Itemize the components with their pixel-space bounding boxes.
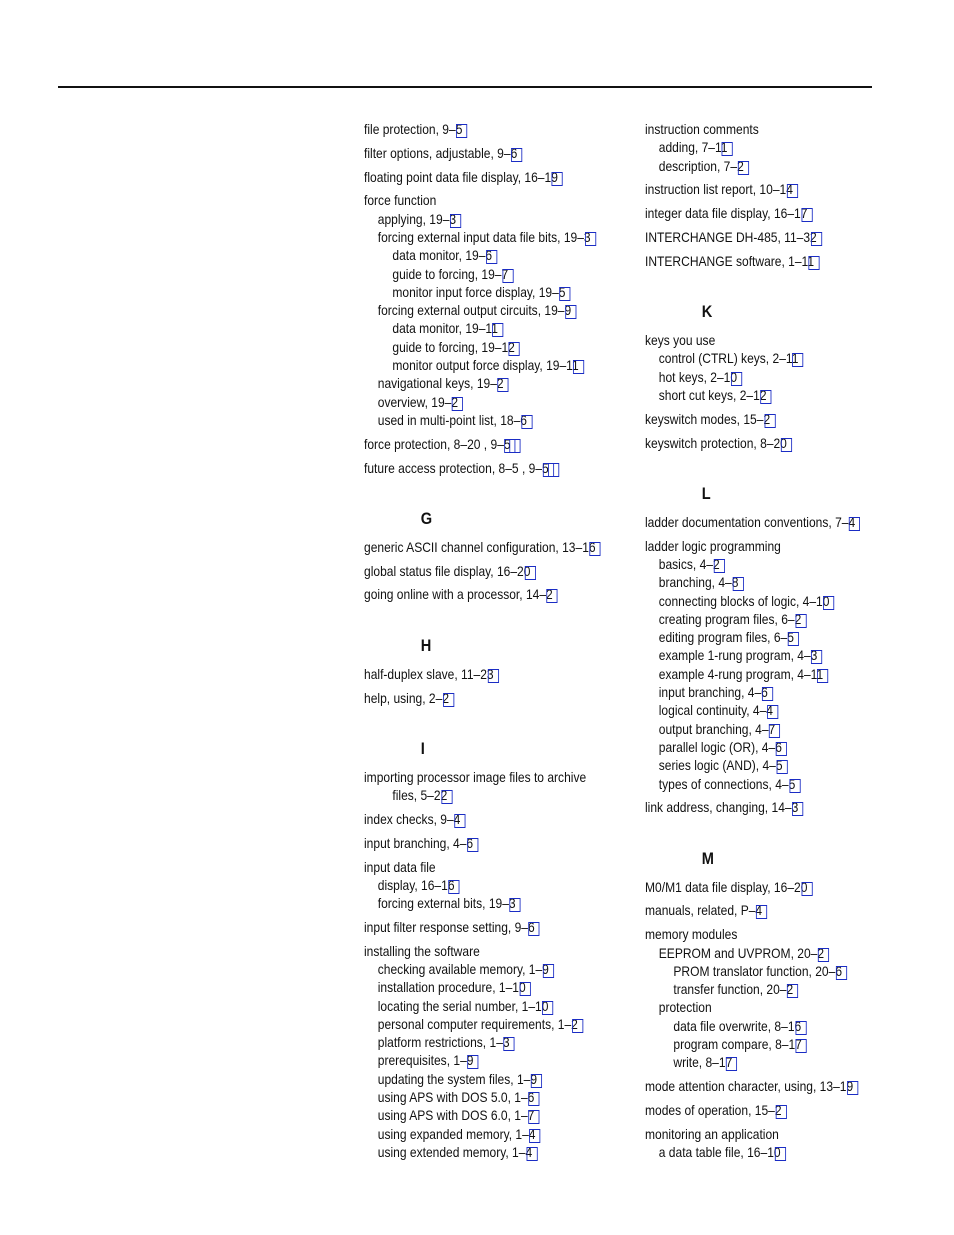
page-link[interactable]	[573, 360, 584, 374]
index-entry-text: connecting blocks of logic, 4–10	[658, 592, 830, 609]
page-link[interactable]	[443, 693, 454, 707]
page-link[interactable]	[492, 323, 503, 337]
index-entry-text: locating the serial number, 1–10	[377, 997, 549, 1014]
page-link[interactable]	[526, 1147, 537, 1161]
index-entry-text: types of connections, 4–5	[658, 775, 796, 792]
page-link[interactable]	[547, 589, 558, 603]
index-entry	[364, 411, 622, 429]
index-entry-text: future access protection, 8–5 , 9–5	[364, 459, 549, 476]
page-link[interactable]	[509, 342, 520, 356]
page-link[interactable]	[520, 982, 531, 996]
index-entry-text: data monitor, 19–6	[392, 247, 493, 264]
page-link[interactable]	[441, 790, 452, 804]
index-entry	[364, 786, 622, 804]
index-entry-text: description, 7–2	[658, 157, 744, 174]
index-entry	[364, 810, 622, 828]
index-entry-text: prerequisites, 1–9	[377, 1052, 474, 1069]
page-link[interactable]	[510, 439, 521, 453]
page-link[interactable]	[531, 1074, 542, 1088]
index-entry-text: modes of operation, 15–2	[645, 1101, 782, 1118]
index-entry-text: guide to forcing, 19–12	[392, 338, 515, 355]
page-link[interactable]	[542, 1001, 553, 1015]
page-link[interactable]	[454, 814, 465, 828]
index-entry-text: overview, 19–2	[377, 393, 459, 410]
index-entry	[645, 1017, 890, 1035]
page-link[interactable]	[456, 124, 467, 138]
index-entry-text: transfer function, 20–2	[673, 981, 794, 998]
section-heading-h: H	[420, 635, 432, 655]
index-entry	[645, 120, 890, 138]
index-entry-text: updating the system files, 1–9	[377, 1070, 538, 1087]
index-entry	[645, 998, 890, 1016]
index-entry	[364, 960, 622, 978]
index-entry	[364, 435, 622, 453]
page-link[interactable]	[764, 414, 775, 428]
section-heading-i: I	[420, 738, 425, 758]
index-entry-text: control (CTRL) keys, 2–11	[658, 350, 799, 367]
page-link[interactable]	[792, 353, 803, 367]
index-entry-text: M0/M1 data file display, 16–20	[645, 878, 808, 895]
index-entry	[364, 858, 622, 876]
page-link[interactable]	[756, 905, 767, 919]
index-entry	[645, 349, 890, 367]
index-entry	[645, 204, 890, 222]
index-entry	[364, 168, 622, 186]
index-entry	[364, 562, 622, 580]
index-entry-text: force protection, 8–20 , 9–5	[364, 435, 511, 452]
index-entry-text: index checks, 9–4	[364, 810, 461, 827]
index-entry-text: keyswitch modes, 15–2	[645, 410, 771, 427]
page-link[interactable]	[787, 184, 798, 198]
index-entry	[364, 689, 622, 707]
index-entry	[364, 374, 622, 392]
index-entry	[645, 555, 890, 573]
index-entry	[364, 1106, 622, 1124]
index-entry-text: forcing external bits, 19–3	[377, 895, 516, 912]
page-link[interactable]	[467, 1055, 478, 1069]
index-entry	[645, 434, 890, 452]
page-link[interactable]	[811, 650, 822, 664]
index-entry-text: integer data file display, 16–17	[645, 205, 808, 222]
index-entry	[364, 393, 622, 411]
index-entry-text: monitor output force display, 19–11	[392, 357, 579, 374]
index-entry-text: instruction list report, 10–14	[645, 181, 793, 198]
page-link[interactable]	[529, 922, 540, 936]
index-entry-text: branching, 4–8	[658, 574, 739, 591]
page-link[interactable]	[467, 838, 478, 852]
index-entry	[645, 775, 890, 793]
index-entry-text: PROM translator function, 20–6	[673, 962, 843, 979]
index-entry-text: example 4-rung program, 4–11	[658, 665, 824, 682]
index-entry-text: write, 8–17	[673, 1054, 733, 1071]
page-link[interactable]	[502, 269, 513, 283]
index-entry-text: INTERCHANGE software, 1–11	[645, 252, 815, 269]
index-entry	[645, 962, 890, 980]
index-entry	[364, 585, 622, 603]
index-entry	[364, 144, 622, 162]
index-entry	[364, 942, 622, 960]
index-entry	[645, 878, 890, 896]
index-entry	[364, 997, 622, 1015]
index-entry	[364, 876, 622, 894]
index-entry	[364, 1143, 622, 1161]
page-link[interactable]	[732, 577, 743, 591]
index-entry	[364, 301, 622, 319]
section-heading-k: K	[701, 302, 713, 322]
index-entry-text: using APS with DOS 5.0, 1–6	[377, 1089, 535, 1106]
page-link[interactable]	[504, 1037, 515, 1051]
index-entry-text: monitor input force display, 19–5	[392, 283, 566, 300]
index-entry-text: display, 16–16	[377, 876, 455, 893]
section-heading-m: M	[701, 848, 714, 868]
page-link[interactable]	[823, 596, 834, 610]
index-entry	[645, 738, 890, 756]
index-entry	[645, 410, 890, 428]
page-link[interactable]	[450, 214, 461, 228]
index-entry-text: filter options, adjustable, 9–6	[364, 144, 518, 161]
index-entry-text: monitoring an application	[645, 1125, 779, 1142]
index-entry	[645, 646, 890, 664]
index-entry-text: help, using, 2–2	[364, 689, 450, 706]
index-entry-text: floating point data file display, 16–19	[364, 168, 558, 185]
page-link[interactable]	[559, 287, 570, 301]
index-entry	[364, 978, 622, 996]
index-entry-text: memory modules	[645, 926, 738, 943]
index-entry-text: input data file	[364, 858, 436, 875]
index-entry-text: adding, 7–11	[658, 139, 728, 156]
page-link[interactable]	[548, 463, 559, 477]
index-entry-text: program compare, 8–17	[673, 1035, 802, 1052]
index-entry	[645, 980, 890, 998]
index-entry	[364, 338, 622, 356]
index-entry-text: using extended memory, 1–4	[377, 1143, 533, 1160]
index-entry	[364, 459, 622, 477]
index-entry-text: example 1-rung program, 4–3	[658, 647, 818, 664]
index-entry	[364, 768, 622, 786]
index-entry	[645, 228, 890, 246]
page-link[interactable]	[524, 566, 535, 580]
page-link[interactable]	[811, 232, 822, 246]
index-entry	[645, 592, 890, 610]
index-entry-text: INTERCHANGE DH-485, 11–32	[645, 228, 817, 245]
index-entry	[645, 1125, 890, 1143]
index-entry-text: data file overwrite, 8–16	[673, 1017, 802, 1034]
index-entry	[364, 1015, 622, 1033]
page-link[interactable]	[795, 614, 806, 628]
index-entry	[645, 756, 890, 774]
index-entry	[364, 319, 622, 337]
index-entry	[645, 138, 890, 156]
index-entry-text: applying, 19–3	[377, 210, 457, 227]
page-link[interactable]	[738, 161, 749, 175]
index-entry-text: force function	[364, 192, 437, 209]
index-entry-text: data monitor, 19–11	[392, 320, 498, 337]
index-entry-text: file protection, 9–5	[364, 121, 463, 137]
index-entry-text: generic ASCII channel configuration, 13–16	[364, 538, 596, 555]
index-entry	[645, 1077, 890, 1095]
index-entry	[645, 925, 890, 943]
page-link[interactable]	[836, 966, 847, 980]
page-link[interactable]	[572, 1019, 583, 1033]
index-entry	[645, 513, 890, 531]
index-entry-text: basics, 4–2	[658, 555, 720, 572]
index-entry	[364, 265, 622, 283]
page-link[interactable]	[762, 687, 773, 701]
index-entry-text: files, 5–22	[392, 787, 448, 804]
index-column-left	[364, 120, 622, 1161]
index-entry-text: output branching, 4–7	[658, 720, 776, 737]
index-entry-text: creating program files, 6–2	[658, 610, 802, 627]
index-entry	[364, 356, 622, 374]
index-entry	[645, 252, 890, 270]
page-link[interactable]	[788, 632, 799, 646]
page-link[interactable]	[721, 142, 732, 156]
index-entry	[364, 246, 622, 264]
index-entry-text: manuals, related, P–4	[645, 902, 763, 919]
page-link[interactable]	[789, 779, 800, 793]
index-entry	[645, 944, 890, 962]
page-link[interactable]	[801, 882, 812, 896]
page-link[interactable]	[714, 559, 725, 573]
page-link[interactable]	[796, 1039, 807, 1053]
index-entry-text: installation procedure, 1–10	[377, 979, 526, 996]
page-link[interactable]	[777, 760, 788, 774]
index-entry-text: checking available memory, 1–9	[377, 961, 549, 977]
index-entry	[364, 1088, 622, 1106]
index-entry-text: series logic (AND), 4–5	[658, 757, 783, 774]
index-entry-text: ladder logic programming	[645, 537, 781, 554]
index-entry	[645, 628, 890, 646]
index-entry-text: importing processor image files to archive	[364, 768, 587, 785]
index-column-right	[645, 120, 890, 1161]
index-entry-text: protection	[658, 999, 712, 1016]
header-rule	[58, 86, 872, 88]
index-entry	[364, 1125, 622, 1143]
page-link[interactable]	[847, 1081, 858, 1095]
page-link[interactable]	[585, 232, 596, 246]
page-link[interactable]	[767, 705, 778, 719]
index-entry-text: instruction comments	[645, 121, 759, 137]
page-link[interactable]	[776, 1105, 787, 1119]
index-entry	[364, 538, 622, 556]
index-entry	[645, 1101, 890, 1119]
index-entry	[364, 1033, 622, 1051]
page-link[interactable]	[760, 390, 771, 404]
index-entry-text: using APS with DOS 6.0, 1–7	[377, 1107, 535, 1124]
index-entry-text: input branching, 4–6	[658, 684, 768, 701]
index-entry-text: going online with a processor, 14–2	[364, 586, 553, 603]
index-entry-text: forcing external input data file bits, 19–3	[377, 228, 591, 245]
page-link[interactable]	[787, 984, 798, 998]
index-entry-text: link address, changing, 14–3	[645, 799, 799, 816]
page-link[interactable]	[781, 438, 792, 452]
index-entry	[364, 1051, 622, 1069]
index-entry-text: mode attention character, using, 13–19	[645, 1078, 854, 1095]
index-entry	[364, 918, 622, 936]
index-entry	[645, 1053, 890, 1071]
page-link[interactable]	[590, 542, 601, 556]
index-entry	[645, 683, 890, 701]
page-link[interactable]	[769, 724, 780, 738]
page-link[interactable]	[849, 517, 860, 531]
section-heading-l: L	[701, 483, 711, 503]
index-entry-text: keys you use	[645, 332, 716, 349]
index-entry	[645, 1143, 890, 1161]
index-entry	[364, 210, 622, 228]
page-link[interactable]	[776, 742, 787, 756]
index-entry-text: used in multi-point list, 18–6	[377, 411, 528, 428]
index-entry	[645, 573, 890, 591]
index-entry	[645, 157, 890, 175]
index-entry-text: parallel logic (OR), 4–6	[658, 738, 782, 755]
index-entry-text: guide to forcing, 19–7	[392, 265, 509, 282]
page-link[interactable]	[817, 669, 828, 683]
index-entry	[645, 331, 890, 349]
index-entry	[645, 180, 890, 198]
page-link[interactable]	[801, 208, 812, 222]
page-link[interactable]	[731, 372, 742, 386]
index-entry-text: installing the software	[364, 942, 480, 959]
index-entry-text: using expanded memory, 1–4	[377, 1125, 536, 1142]
page-link[interactable]	[452, 397, 463, 411]
page-link[interactable]	[808, 256, 819, 270]
index-entry-text: logical continuity, 4–4	[658, 702, 773, 719]
page-link[interactable]	[543, 964, 554, 978]
index-entry-text: editing program files, 6–5	[658, 629, 794, 646]
index-entry-text: half-duplex slave, 11–23	[364, 665, 494, 682]
index-entry	[645, 720, 890, 738]
index-entry	[645, 610, 890, 628]
page-link[interactable]	[792, 802, 803, 816]
page-link[interactable]	[488, 669, 499, 683]
index-entry	[645, 1035, 890, 1053]
index-entry-text: forcing external output circuits, 19–9	[377, 302, 572, 319]
page-link[interactable]	[448, 880, 459, 894]
page-link[interactable]	[795, 1021, 806, 1035]
page-link[interactable]	[552, 172, 563, 186]
index-entry-text: input branching, 4–6	[364, 834, 474, 851]
index-entry	[364, 894, 622, 912]
page-link[interactable]	[775, 1147, 786, 1161]
index-entry-text: ladder documentation conventions, 7–4	[645, 513, 856, 530]
index-entry	[364, 283, 622, 301]
index-entry	[364, 191, 622, 209]
index-entry-text: global status file display, 16–20	[364, 562, 531, 579]
index-entry	[364, 834, 622, 852]
page-link[interactable]	[510, 898, 521, 912]
page-link[interactable]	[498, 378, 509, 392]
page-link[interactable]	[521, 415, 532, 429]
index-entry-text: personal computer requirements, 1–2	[377, 1015, 578, 1032]
index-entry-text: EEPROM and UVPROM, 20–2	[658, 944, 825, 961]
index-entry	[645, 901, 890, 919]
page-link[interactable]	[565, 305, 576, 319]
index-entry-text: input filter response setting, 9–6	[364, 918, 535, 935]
index-entry-text: keyswitch protection, 8–20	[645, 434, 787, 451]
index-entry	[645, 537, 890, 555]
index-entry-text: a data table file, 16–10	[658, 1143, 781, 1160]
page-link[interactable]	[818, 948, 829, 962]
page-link[interactable]	[528, 1110, 539, 1124]
index-entry	[645, 798, 890, 816]
page-link[interactable]	[726, 1057, 737, 1071]
index-entry	[364, 120, 622, 138]
index-entry-text: short cut keys, 2–12	[658, 386, 767, 403]
index-entry	[645, 701, 890, 719]
index-entry-text: platform restrictions, 1–3	[377, 1034, 510, 1051]
index-entry	[364, 1070, 622, 1088]
index-entry	[645, 386, 890, 404]
page-link[interactable]	[529, 1129, 540, 1143]
index-entry	[645, 665, 890, 683]
index-entry-text: navigational keys, 19–2	[377, 375, 504, 392]
index-entry	[645, 368, 890, 386]
index-entry	[364, 665, 622, 683]
page-link[interactable]	[486, 250, 497, 264]
index-entry-text: hot keys, 2–10	[658, 368, 738, 385]
page-link[interactable]	[528, 1092, 539, 1106]
page-link[interactable]	[511, 148, 522, 162]
index-entry	[364, 228, 622, 246]
section-heading-g: G	[420, 508, 433, 528]
